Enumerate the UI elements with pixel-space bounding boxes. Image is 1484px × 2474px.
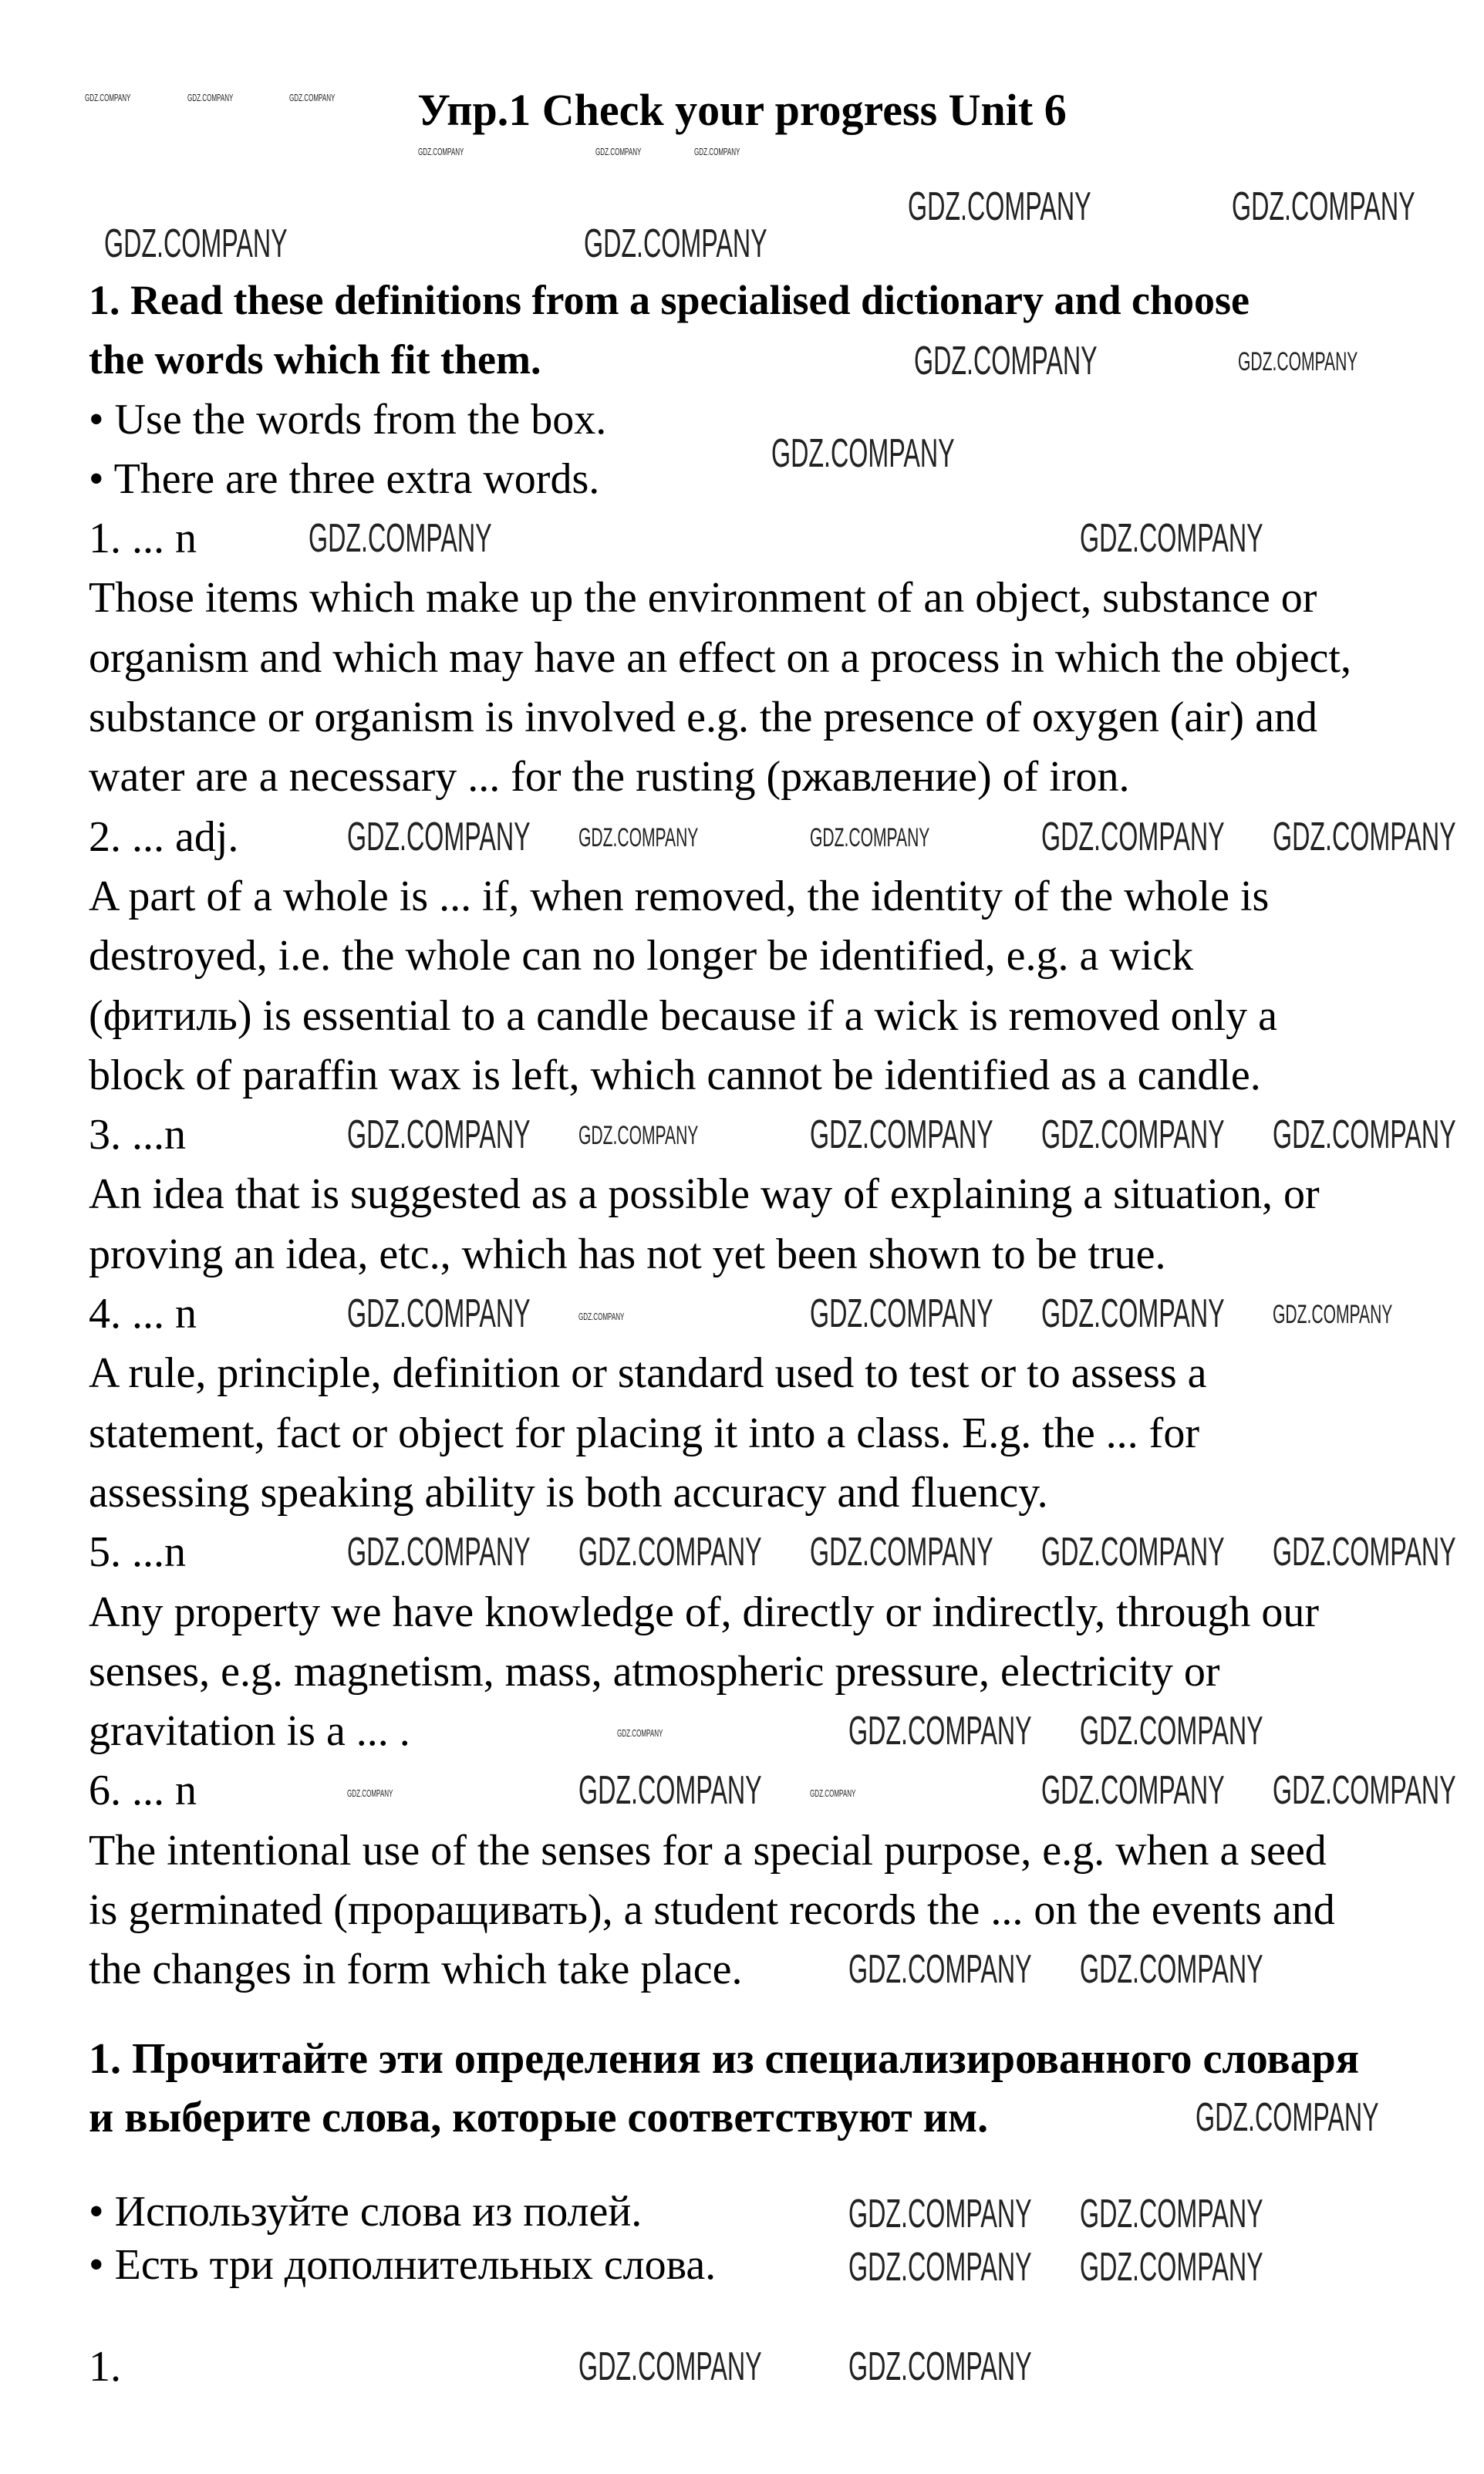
- watermark: GDZ.COMPANY: [810, 1112, 993, 1157]
- watermark: GDZ.COMPANY: [908, 184, 1091, 229]
- definition-line: destroyed, i.e. the whole can no longer be identified, e.g. a wick: [89, 932, 1194, 980]
- item-label: 3. ...n: [89, 1111, 186, 1159]
- watermark: GDZ.COMPANY: [914, 339, 1098, 383]
- watermark: GDZ.COMPANY: [595, 146, 642, 157]
- instruction-bullet: • Use the words from the box.: [89, 395, 607, 444]
- watermark: GDZ.COMPANY: [848, 2192, 1032, 2236]
- instruction-bullet: • There are three extra words.: [89, 454, 600, 503]
- watermark: GDZ.COMPANY: [1080, 1709, 1263, 1753]
- watermark: GDZ.COMPANY: [104, 221, 288, 266]
- watermark: GDZ.COMPANY: [289, 92, 336, 103]
- watermark: GDZ.COMPANY: [347, 1787, 393, 1799]
- watermark: GDZ.COMPANY: [1273, 1768, 1456, 1813]
- russian-item-label: 1.: [89, 2343, 121, 2391]
- watermark: GDZ.COMPANY: [617, 1727, 663, 1739]
- watermark: GDZ.COMPANY: [810, 1291, 993, 1336]
- definition-line: Any property we have knowledge of, directly or indirectly, through our: [89, 1588, 1320, 1636]
- watermark: GDZ.COMPANY: [848, 2245, 1032, 2290]
- watermark: GDZ.COMPANY: [1273, 815, 1456, 859]
- definition-line: water are a necessary ... for the rusting (ржавление) of iron.: [89, 753, 1130, 802]
- watermark: GDZ.COMPANY: [1041, 1112, 1225, 1157]
- watermark: GDZ.COMPANY: [1080, 2245, 1263, 2290]
- watermark: GDZ.COMPANY: [1080, 516, 1263, 561]
- watermark: GDZ.COMPANY: [1041, 1530, 1225, 1575]
- watermark: GDZ.COMPANY: [584, 221, 767, 266]
- watermark: GDZ.COMPANY: [1041, 1291, 1225, 1336]
- watermark: GDZ.COMPANY: [347, 1291, 531, 1336]
- watermark: GDZ.COMPANY: [418, 146, 464, 157]
- definition-line: statement, fact or object for placing it into a class. E.g. the ... for: [89, 1409, 1199, 1457]
- watermark: GDZ.COMPANY: [309, 516, 492, 561]
- item-label: 5. ...n: [89, 1528, 186, 1577]
- definition-line: A rule, principle, definition or standard used to test or to assess a: [89, 1349, 1207, 1398]
- watermark: GDZ.COMPANY: [810, 1787, 856, 1799]
- watermark: GDZ.COMPANY: [810, 1530, 993, 1575]
- watermark: GDZ.COMPANY: [347, 1530, 531, 1575]
- definition-line: proving an idea, etc., which has not yet been shown to be true.: [89, 1230, 1166, 1278]
- definition-line: assessing speaking ability is both accuracy and fluency.: [89, 1468, 1048, 1517]
- page-title: Упр.1 Check your progress Unit 6: [417, 85, 1067, 135]
- watermark: GDZ.COMPANY: [1041, 1768, 1225, 1813]
- watermark: GDZ.COMPANY: [187, 92, 234, 103]
- watermark: GDZ.COMPANY: [1196, 2095, 1379, 2140]
- russian-bullet: • Есть три дополнительных слова.: [89, 2241, 717, 2289]
- watermark: GDZ.COMPANY: [694, 146, 740, 157]
- watermark: GDZ.COMPANY: [848, 1709, 1032, 1753]
- task-heading: the words which fit them.: [89, 336, 541, 383]
- watermark: GDZ.COMPANY: [1273, 1530, 1456, 1575]
- watermark: GDZ.COMPANY: [1273, 1112, 1456, 1157]
- watermark: GDZ.COMPANY: [1273, 1300, 1393, 1329]
- definition-line: The intentional use of the senses for a special purpose, e.g. when a seed: [89, 1826, 1327, 1875]
- watermark: GDZ.COMPANY: [85, 92, 131, 103]
- watermark: GDZ.COMPANY: [1080, 2192, 1263, 2236]
- watermark: GDZ.COMPANY: [578, 1768, 762, 1813]
- definition-line: (фитиль) is essential to a candle because if a wick is removed only a: [89, 991, 1278, 1040]
- definition-line: A part of a whole is ... if, when removed, the identity of the whole is: [89, 872, 1270, 920]
- watermark: GDZ.COMPANY: [578, 2344, 762, 2389]
- definition-line: substance or organism is involved e.g. the presence of oxygen (air) and: [89, 694, 1317, 742]
- item-label: 4. ... n: [89, 1290, 197, 1338]
- watermark: GDZ.COMPANY: [1238, 347, 1358, 376]
- russian-heading: и выберите слова, которые соответствуют им.: [89, 2094, 989, 2142]
- definition-line: senses, e.g. magnetism, mass, atmospheric pressure, electricity or: [89, 1647, 1220, 1696]
- definition-line: the changes in form which take place.: [89, 1946, 743, 1994]
- watermark: GDZ.COMPANY: [1041, 815, 1225, 859]
- item-label: 2. ... adj.: [89, 812, 239, 861]
- russian-heading: 1. Прочитайте эти определения из специализированного словаря: [89, 2035, 1360, 2083]
- watermark: GDZ.COMPANY: [578, 823, 699, 852]
- watermark: GDZ.COMPANY: [578, 1311, 625, 1322]
- definition-line: gravitation is a ... .: [89, 1707, 410, 1756]
- watermark: GDZ.COMPANY: [848, 2344, 1032, 2389]
- watermark: GDZ.COMPANY: [347, 815, 531, 859]
- item-label: 6. ... n: [89, 1767, 197, 1815]
- definition-line: is germinated (проращивать), a student records the ... on the events and: [89, 1886, 1335, 1935]
- task-heading: 1. Read these definitions from a specialised dictionary and choose: [89, 277, 1250, 323]
- definition-line: block of paraffin wax is left, which cannot be identified as a candle.: [89, 1051, 1261, 1099]
- watermark: GDZ.COMPANY: [578, 1121, 699, 1150]
- definition-line: organism and which may have an effect on a process in which the object,: [89, 633, 1351, 682]
- definition-line: An idea that is suggested as a possible way of explaining a situation, or: [89, 1170, 1320, 1219]
- definition-line: Those items which make up the environment of an object, substance or: [89, 574, 1317, 623]
- watermark: GDZ.COMPANY: [771, 431, 955, 476]
- watermark: GDZ.COMPANY: [347, 1112, 531, 1157]
- watermark: GDZ.COMPANY: [1232, 184, 1415, 229]
- watermark: GDZ.COMPANY: [848, 1947, 1032, 1992]
- item-label: 1. ... n: [89, 515, 197, 563]
- watermark: GDZ.COMPANY: [578, 1530, 762, 1575]
- russian-bullet: • Используйте слова из полей.: [89, 2188, 643, 2236]
- watermark: GDZ.COMPANY: [810, 823, 930, 852]
- watermark: GDZ.COMPANY: [1080, 1947, 1263, 1992]
